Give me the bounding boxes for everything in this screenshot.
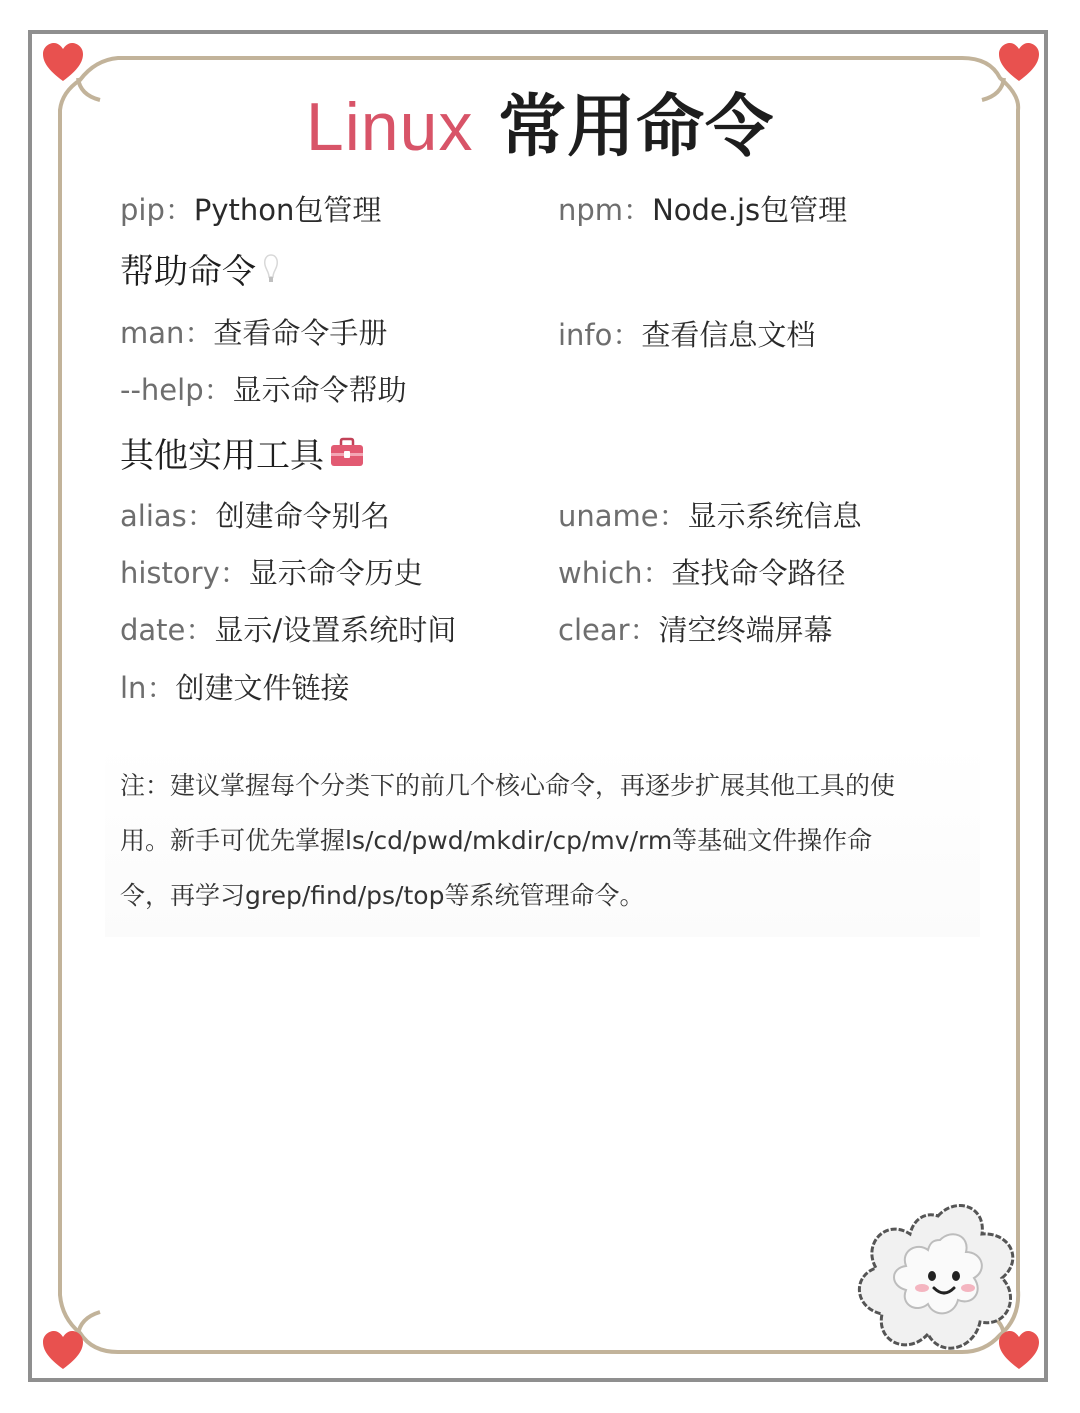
- toolbox-icon: [328, 435, 366, 480]
- command-name: history: [120, 556, 220, 590]
- command-alias: [120, 496, 390, 536]
- command-sep: ：: [629, 613, 659, 647]
- command-sep: ：: [623, 193, 653, 227]
- command-name: ln: [120, 671, 147, 705]
- smiling-flower-icon: [848, 1196, 1028, 1361]
- section-heading-text: 其他实用工具: [120, 436, 324, 476]
- command-desc: 显示命令帮助: [232, 373, 407, 407]
- command-sep: ：: [219, 556, 249, 590]
- command-sep: ：: [184, 316, 214, 350]
- command-clear: [558, 610, 833, 650]
- command-sep: ：: [203, 373, 233, 407]
- section-heading-help: [120, 250, 282, 296]
- command-uname: [558, 496, 862, 536]
- command-desc: 创建文件链接: [175, 671, 350, 705]
- command-name: man: [120, 316, 185, 350]
- section-heading-text: 帮助命令: [120, 252, 256, 292]
- command-name: --help: [120, 373, 204, 407]
- command-name: npm: [558, 193, 624, 227]
- note-line: 用。新手可优先掌握ls/cd/pwd/mkdir/cp/mv/rm等基础文件操作命: [120, 826, 873, 855]
- note-line: 令，再学习grep/find/ps/top等系统管理命令。: [120, 881, 645, 910]
- command-sep: ：: [658, 499, 688, 533]
- command-name: info: [558, 318, 613, 352]
- command-desc: 显示命令历史: [248, 556, 423, 590]
- title-latin: Linux: [305, 89, 474, 165]
- note-line: 注：建议掌握每个分类下的前几个核心命令，再逐步扩展其他工具的使: [120, 771, 896, 800]
- command-sep: ：: [642, 556, 672, 590]
- command-sep: ：: [164, 193, 194, 227]
- section-heading-tools: [120, 434, 366, 480]
- lightbulb-icon: [260, 251, 282, 296]
- page-title: [0, 88, 1080, 167]
- command-history: [120, 553, 423, 593]
- command-ln: [120, 668, 349, 708]
- command-desc: Node.js包管理: [652, 193, 848, 227]
- command-desc: 清空终端屏幕: [658, 613, 833, 647]
- command-desc: 显示/设置系统时间: [214, 613, 457, 647]
- command-sep: ：: [186, 499, 216, 533]
- note-paragraph: [120, 758, 960, 923]
- command-name: date: [120, 613, 186, 647]
- command-sep: ：: [146, 671, 176, 705]
- command-npm: [558, 190, 847, 230]
- command-desc: 查找命令路径: [671, 556, 846, 590]
- command-name: pip: [120, 193, 165, 227]
- command-which: [558, 553, 846, 593]
- command-name: clear: [558, 613, 630, 647]
- command-desc: 创建命令别名: [215, 499, 390, 533]
- command-date: [120, 610, 456, 650]
- command-sep: ：: [185, 613, 215, 647]
- command-name: which: [558, 556, 643, 590]
- command-desc: 显示系统信息: [687, 499, 862, 533]
- heart-icon: [40, 1328, 86, 1374]
- heart-icon: [996, 40, 1042, 86]
- command-pip: [120, 190, 381, 230]
- command-desc: 查看信息文档: [641, 318, 816, 352]
- heart-icon: [40, 40, 86, 86]
- command-desc: Python包管理: [193, 193, 382, 227]
- command-sep: ：: [612, 318, 642, 352]
- command-info: [558, 315, 815, 355]
- command-desc: 查看命令手册: [213, 316, 388, 350]
- command-man: [120, 313, 387, 353]
- command-help: [120, 370, 407, 410]
- command-name: alias: [120, 499, 187, 533]
- command-name: uname: [558, 499, 659, 533]
- title-cjk: 常用命令: [473, 88, 775, 167]
